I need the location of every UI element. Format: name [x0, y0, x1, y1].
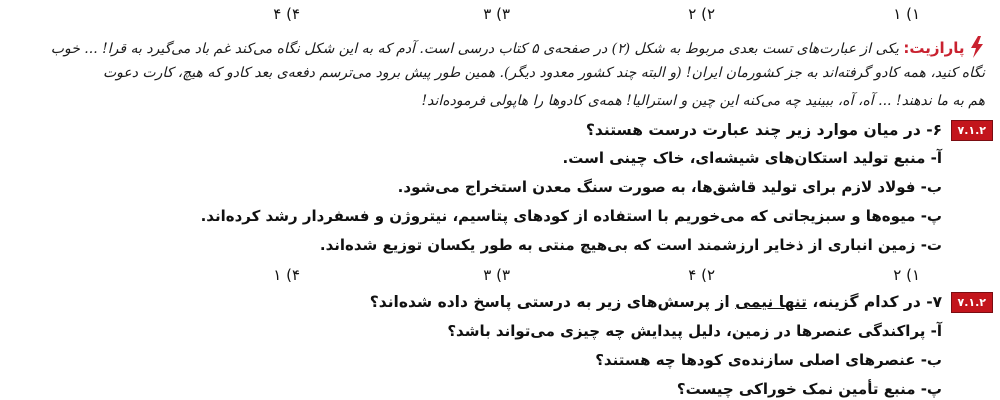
option-2[interactable]: ۲) ۲: [688, 5, 715, 23]
lightning-icon: [969, 36, 985, 62]
question-text-after: از پرسش‌های زیر به درستی پاسخ داده شده‌اند؟: [369, 293, 730, 311]
option-1[interactable]: ۱) ۲: [893, 266, 920, 284]
statement-p: پ- میوه‌ها و سبزیجاتی که می‌خوریم با استفاده از کودهای پتاسیم، نیتروژن و فسفردار رشد کرده‌اند.: [200, 207, 942, 225]
question-6: [586, 121, 992, 140]
paraziit-text-1: یکی از عبارت‌های تست بعدی مربوط به شکل (۲) در صفحه‌ی ۵ کتاب درسی است. آدم که به این شکل نگاه می‌کند غم باد می‌گیرد به قرا! ... خوب: [50, 41, 899, 57]
question-number: ۶-: [926, 121, 943, 139]
topic-badge: ۷.۱.۲: [952, 121, 993, 140]
option-3[interactable]: ۳) ۳: [483, 5, 510, 23]
paraziit-text-3: هم به ما ندهند! ... آه، آه، ببینید چه می‌کنه این چین و استرالیا! همه‌ی کادوها را هاپولی فرموده‌اند!: [421, 93, 985, 109]
paraziit-title: پارازیت:: [903, 39, 965, 57]
options-row-1: [0, 5, 1000, 31]
statement-a: آ- منبع تولید استکان‌های شیشه‌ای، خاک چینی است.: [562, 149, 942, 167]
paraziit-text-2: نگاه کنید، همه کادو گرفته‌اند به جز کشورمان ایران! (و البته چند کشور معدود دیگر). همین طور پیش برود می‌ترسم دفعه‌ی بعد کادو که هیچ، کارت دعوت: [102, 65, 985, 81]
statement-b: ب- فولاد لازم برای تولید قاشق‌ها، به صورت سنگ معدن استخراج می‌شود.: [397, 178, 942, 196]
statement-t: ت- زمین انباری از ذخایر ارزشمند است که بی‌هیچ منتی به طور یکسان توزیع شده‌اند.: [319, 236, 942, 254]
option-4[interactable]: ۴) ۱: [273, 266, 300, 284]
option-1[interactable]: ۱) ۱: [893, 5, 920, 23]
paraziit-line-2: [103, 65, 985, 81]
question-number: ۷-: [926, 293, 943, 311]
question-7: [370, 293, 992, 312]
question-text-before: در کدام گزینه،: [812, 293, 921, 311]
question-text: در میان موارد زیر چند عبارت درست هستند؟: [585, 121, 921, 139]
question-a: آ- پراکندگی عنصرها در زمین، دلیل پیدایش چه چیزی می‌تواند باشد؟: [447, 322, 942, 340]
option-4[interactable]: ۴) ۴: [273, 5, 300, 23]
question-text-underlined: تنها نیمی: [735, 293, 807, 311]
options-row-2: [0, 266, 1000, 292]
question-b: ب- عنصرهای اصلی سازنده‌ی کودها چه هستند؟: [595, 351, 942, 369]
paraziit-line-3: [422, 93, 985, 109]
option-2[interactable]: ۲) ۴: [688, 266, 715, 284]
topic-badge: ۷.۱.۲: [952, 293, 993, 312]
paraziit-line-1: [51, 36, 985, 62]
question-p: پ- منبع تأمین نمک خوراکی چیست؟: [676, 380, 942, 398]
option-3[interactable]: ۳) ۳: [483, 266, 510, 284]
